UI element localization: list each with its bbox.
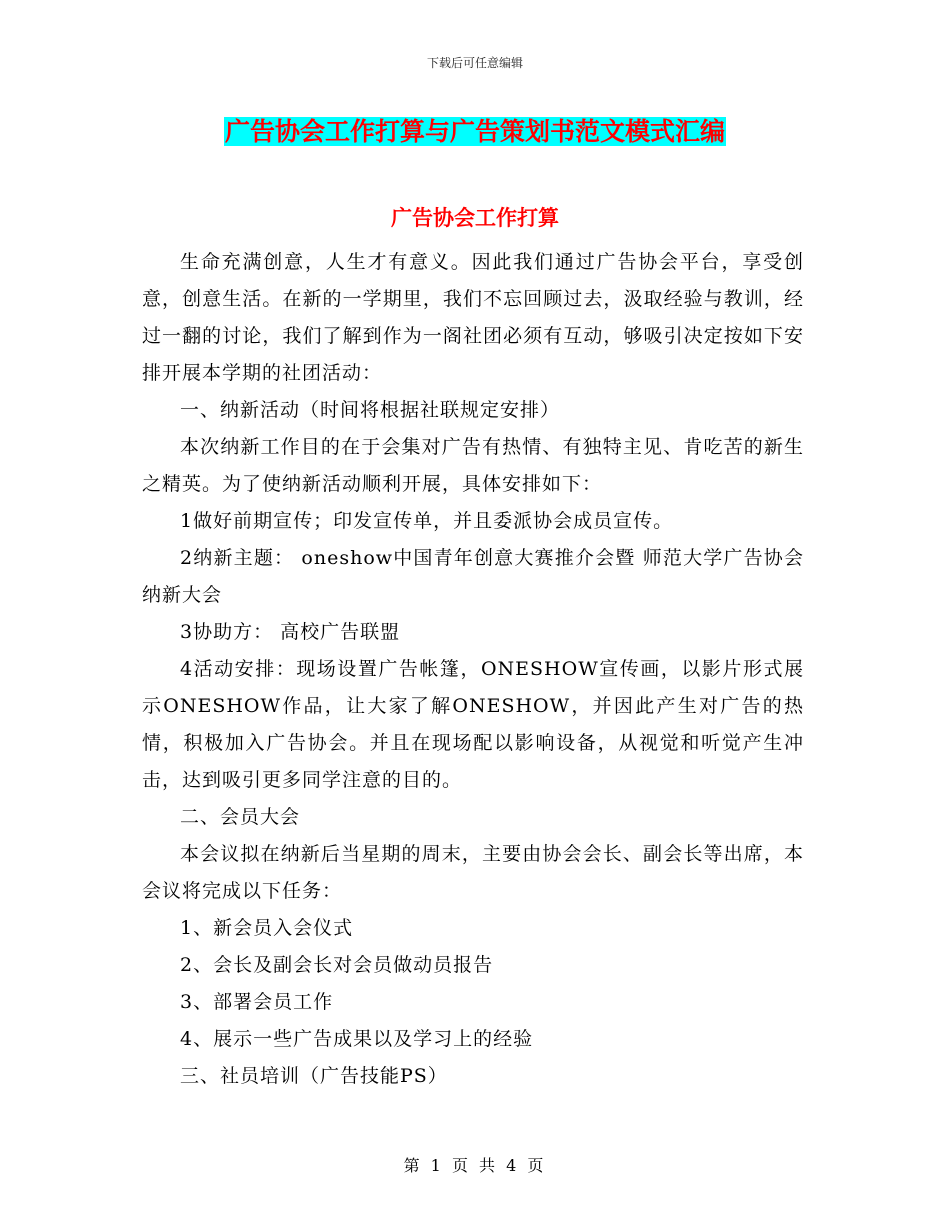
document-body <box>142 244 804 1095</box>
document-title <box>0 112 950 148</box>
list-item-partner: 3协助方： 高校广告联盟 <box>180 621 401 643</box>
header-note: 下载后可任意编辑 <box>426 56 523 70</box>
list-item-report: 2、会长及副会长对会员做动员报告 <box>180 954 494 976</box>
paragraph-meeting: 本会议拟在纳新后当星期的周末，主要由协会会长、副会长等出席，本会议将完成以下任务： <box>142 843 804 902</box>
list-item-publicity: 1做好前期宣传；印发宣传单，并且委派协会成员宣传。 <box>180 510 674 532</box>
heading-member-meeting: 二、会员大会 <box>180 806 301 828</box>
heading-recruitment: 一、纳新活动（时间将根据社联规定安排） <box>180 399 561 421</box>
heading-training: 三、社员培训（广告技能PS） <box>180 1065 448 1087</box>
list-item-arrangement: 4活动安排：现场设置广告帐篷，ONESHOW宣传画，以影片形式展示ONESHOW作品，让大家了解ONESHOW，并因此产生对广告的热情，积极加入广告协会。并且在现场配以影响设备，从视觉和听觉产生冲击，达到吸引更多同学注意的目的。 <box>142 658 804 791</box>
list-item-theme: 2纳新主题： oneshow中国青年创意大赛推介会暨 师范大学广告协会纳新大会 <box>142 547 804 606</box>
list-item-deploy: 3、部署会员工作 <box>180 991 334 1013</box>
paragraph-intro: 生命充满创意，人生才有意义。因此我们通过广告协会平台，享受创意，创意生活。在新的一学期里，我们不忘回顾过去，汲取经验与教训，经过一翻的讨论，我们了解到作为一阁社团必须有互动，够吸引决定按如下安排开展本学期的社团活动： <box>142 251 804 384</box>
document-title-text: 广告协会工作打算与广告策划书范文模式汇编 <box>224 117 725 146</box>
page-number: 第 1 页 共 4 页 <box>403 1156 547 1175</box>
list-item-showcase: 4、展示一些广告成果以及学习上的经验 <box>180 1028 534 1050</box>
list-item-ceremony: 1、新会员入会仪式 <box>180 917 354 939</box>
paragraph-recruitment-goal: 本次纳新工作目的在于会集对广告有热情、有独特主见、肯吃苦的新生之精英。为了使纳新活动顺利开展，具体安排如下： <box>142 436 804 495</box>
section-title: 广告协会工作打算 <box>391 206 559 230</box>
